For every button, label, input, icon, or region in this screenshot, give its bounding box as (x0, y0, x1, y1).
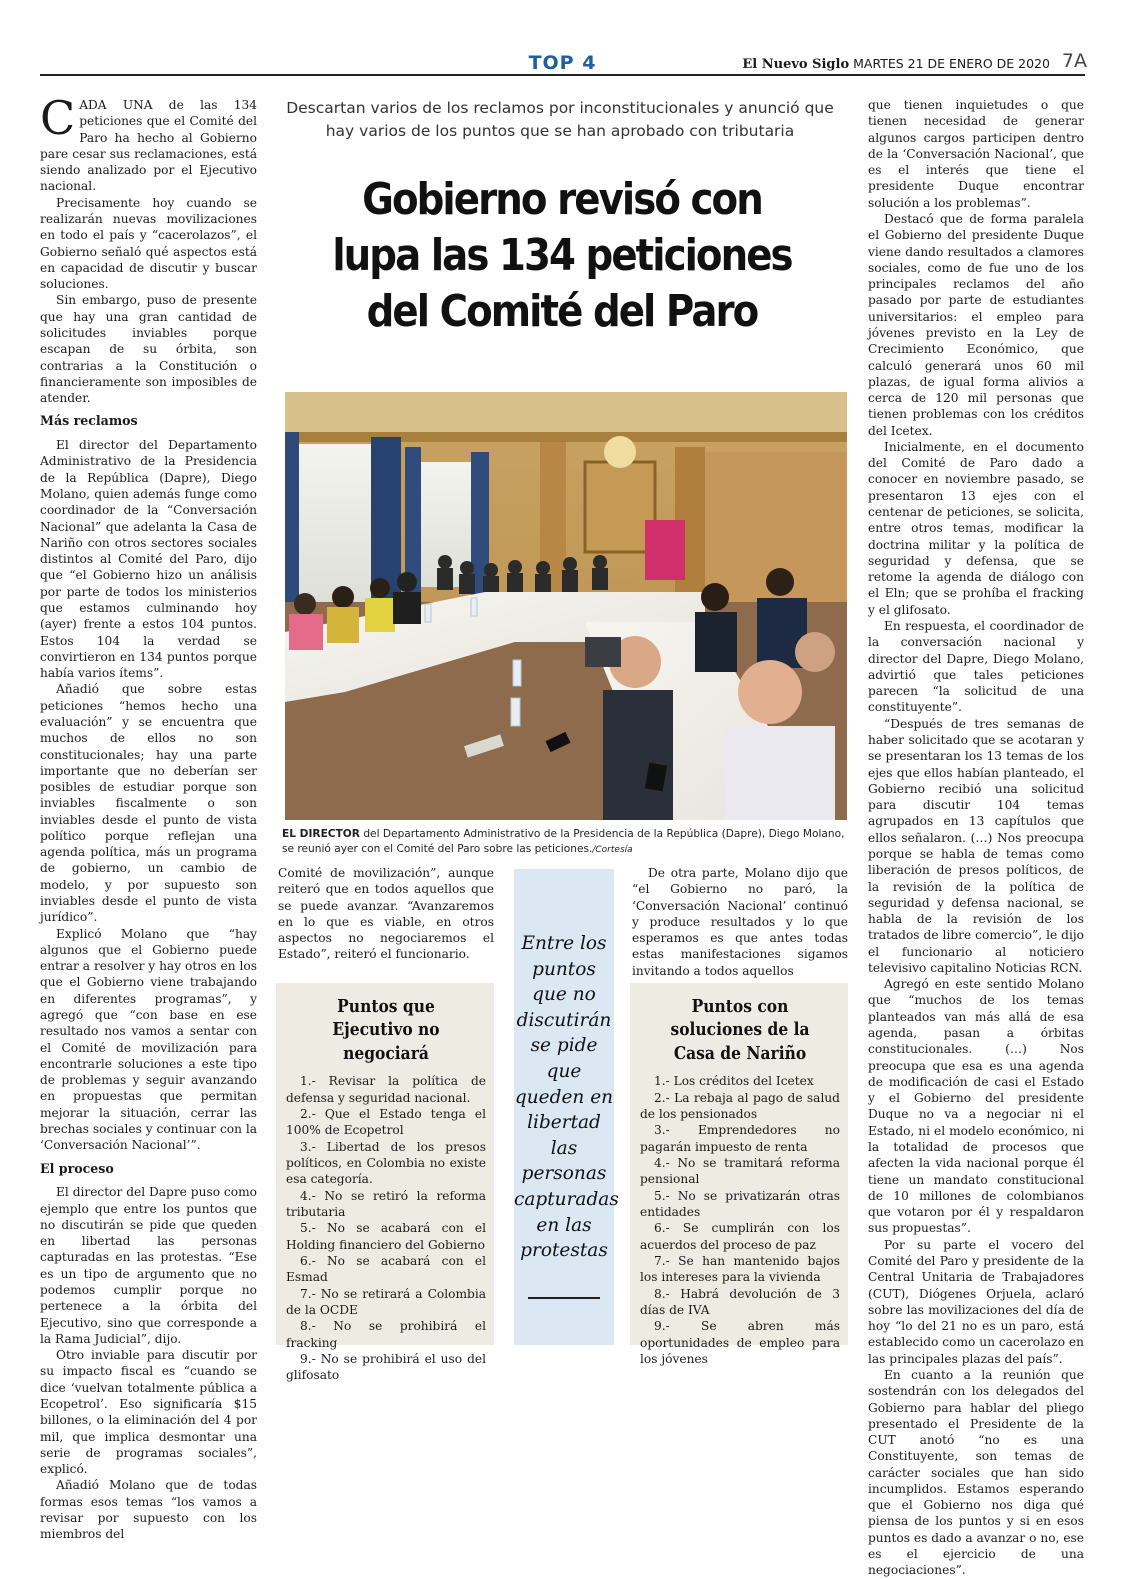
paragraph: Añadió Molano que de todas formas esos temas “los vamos a revisar por supuesto con los miembros del (40, 1478, 257, 1542)
paragraph: El director del Dapre puso como ejemplo que entre los puntos que no discutirán se pide que queden en libertad las personas capturadas en las protestas. “Ese es un tipo de argumento que no podemos cumplir porque no pertenece a la órbita del Ejecutivo, sino que corresponde a la Rama Judicial”, dijo. (40, 1185, 257, 1346)
drop-cap: C (40, 91, 76, 145)
list-item: 7.- Se han mantenido bajos los intereses para la vivienda (640, 1253, 840, 1285)
headline: Gobierno revisó con lupa las 134 peticiones del Comité del Paro (332, 174, 792, 337)
list-item: 7.- No se retirará a Colombia de la OCDE (286, 1286, 486, 1317)
paragraph: En cuanto a la reunión que sostendrán con los delegados del Gobierno para hablar del pliego presentado el Presidente de la CUT anotó “no es una Constituyente, son temas de carácter sociales que han sido incumplidos. Estamos esperando que el Gobierno nos diga qué piensa de los puntos y si en esos puntos es dado a avanzar o no, ese es el ejercicio de una negociaciones”. (868, 1367, 1084, 1578)
newspaper-name: El Nuevo Siglo (742, 57, 850, 72)
paragraph: El director del Departamento Administrativo de la Presidencia de la República (Dapre), Diego Molano, quien además funge como coordinador de la “Conversación Nacional” que adelanta la Casa de Nariño con otros sectores sociales distintos al Comité del Paro, dijo que “el Gobierno hizo un análisis por parte de todos los ministerios que estamos culminando hoy (ayer) frente a estos 104 puntos. Estos 104 la verdad se convirtieron en 134 puntos porque había varios ítems”. (40, 438, 257, 681)
list-item: 5.- No se acabará con el Holding financiero del Gobierno (286, 1221, 486, 1252)
paragraph: Añadió que sobre estas peticiones “hemos hecho una evaluación” y se encuentra que muchos de ellos no son constitucionales; hay una parte importante que no deberían ser posibles de estudiar porque son inviables fiscalmente o son inviables desde el punto de vista político porque reflejan una agenda política, más un programa de gobierno, un cambio de modelo, y por supuesto son inviables desde el punto de vista jurídico”. (40, 682, 257, 925)
article-column-3 (632, 865, 848, 979)
issue-date: MARTES 21 DE ENERO DE 2020 (853, 56, 1050, 71)
article-column-2 (278, 865, 494, 963)
subheading: Más reclamos (40, 413, 138, 429)
paragraph: que tienen inquietudes o que tienen necesidad de generar algunos cargos participen dentro de la ‘Conversación Nacional’, que es el interés que tiene el presidente Duque encontrar solución a los problemas”. (868, 98, 1084, 210)
list-item: 5.- No se privatizarán otras entidades (640, 1188, 840, 1219)
list-item: 2.- La rebaja al pago de salud de los pensionados (640, 1090, 840, 1121)
list-item: 4.- No se tramitará reforma pensional (640, 1155, 840, 1187)
list-item: 6.- No se acabará con el Esmad (286, 1253, 486, 1285)
pull-quote: Entre los puntos que no discutirán se pide que queden en libertad las personas capturadas en las protestas (514, 933, 619, 1262)
page-number: 7A (1061, 50, 1087, 72)
article-deck: Descartan varios de los reclamos por inconstitucionales y anunció que hay varios de los puntos que se han aprobado con tributaria (286, 99, 834, 141)
list-item: 4.- No se retiró la reforma tributaria (286, 1188, 486, 1219)
list-item: 8.- Habrá devolución de 3 días de IVA (640, 1286, 840, 1317)
pull-quote-box (514, 869, 619, 1345)
box-list (286, 1073, 486, 1384)
list-item: 1.- Los créditos del Icetex (654, 1074, 814, 1089)
box-non-negotiable-points (276, 983, 494, 1383)
box-list (640, 1073, 840, 1367)
header-rule (40, 74, 1085, 76)
article-column-1 (40, 91, 258, 1543)
list-item: 1.- Revisar la política de defensa y seguridad nacional. (286, 1074, 486, 1105)
paragraph: Agregó en este sentido Molano que “muchos de los temas planteados van más allá de esa agenda, pasan a órbitas constitucionales. (…) Nos preocupa que esa es una agenda de modificación de casi el Estado y el Gobierno del presidente Duque no va a negociar ni el Estado, ni el modelo económico, ni la totalidad de procesos que afecten la vida nacional porque él tiene un mandato constitucional de 10 millones de colombianos que votaron por él y respaldaron sus propuestas”. (868, 977, 1084, 1236)
paragraph: Sin embargo, puso de presente que hay una gran cantidad de solicitudes inviables porque escapan de su órbita, son contrarias a la Constitución o financieramente son imposibles de atender. (40, 293, 257, 406)
caption-lead: EL DIRECTOR (282, 828, 360, 840)
photo-credit: /Cortesía (592, 845, 633, 856)
box-title: Puntos que Ejecutivo no negociará (332, 996, 440, 1064)
subheading: El proceso (40, 1160, 114, 1176)
meeting-photo (285, 392, 847, 820)
paragraph: Destacó que de forma paralela el Gobierno del presidente Duque viene dando resultados a clamores sociales, como de fue uno de los principales reclamos del año pasado por parte de estudiantes universitarios: el empleo para jóvenes previsto en la Ley de Crecimiento Económico, que calculó generará unos 60 mil plazas, de igual forma alivios a cerca de 120 mil personas que tienen problemas con los créditos del Icetex. (868, 211, 1084, 438)
list-item: 3.- Libertad de los presos políticos, en Colombia no existe esa categoría. (286, 1139, 486, 1187)
caption-text: del Departamento Administrativo de la Presidencia de la República (Dapre), Diego Molano, se reunió ayer con el Comité del Paro sobre las peticiones. (282, 828, 845, 856)
list-item: 9.- No se prohibirá el uso del glifosato (286, 1352, 486, 1383)
list-item: 2.- Que el Estado tenga el 100% de Ecopetrol (286, 1106, 486, 1138)
paragraph: En respuesta, el coordinador de la conversación nacional y director del Dapre, Diego Molano, advirtió que tales peticiones parecen “la solicitud de una constituyente”. (868, 619, 1084, 715)
paragraph: Comité de movilización”, aunque reiteró que en todos aquellos que se puede avanzar. “Avanzaremos en lo que es viable, en otros aspectos no negociaremos el Estado”, reiteró el funcionario. (278, 866, 494, 962)
paragraph: Precisamente hoy cuando se realizarán nuevas movilizaciones en todo el país y “cacerolazos”, el Gobierno señaló qué aspectos está en capacidad de discutir y buscar soluciones. (40, 195, 257, 292)
list-item: 8.- No se prohibirá el fracking (286, 1319, 486, 1350)
section-label: TOP 4 (528, 52, 597, 74)
pull-quote-rule (528, 1297, 600, 1299)
paragraph: “Después de tres semanas de haber solicitado que se acotaran y se presentaran los 13 temas de los ejes que ellos habían planteado, el Gobierno recibió una solicitud para discutir 104 temas agrupados en 13 capítulos que ellos señalaron. (…) Nos preocupa porque se habla de temas como liberación de presos políticos, de la revisión de la política de seguridad y defensa nacional, se habla de la revisión de los tratados de libre comercio”, le dijo el funcionario al noticiero televisivo capitalino Noticias RCN. (868, 716, 1084, 975)
paragraph: Por su parte el vocero del Comité del Paro y presidente de la Central Unitaria de Trabajadores (CUT), Diógenes Orjuela, aclaró sobre las movilizaciones del día de hoy “lo del 21 no es un paro, está establecido como un cacerolazo en las principales plazas del país”. (868, 1237, 1084, 1366)
masthead (742, 56, 1050, 72)
paragraph: Otro inviable para discutir por su impacto fiscal es “cuando se dice ‘vuelvan totalmente pública a Ecopetrol’. Eso significaría $15 billones, o la eliminación del 4 por mil, que implica desmontar una serie de programas sociales”, explicó. (40, 1348, 257, 1477)
paragraph: Explicó Molano que “hay algunos que el Gobierno puede entrar a resolver y hay otros en los que el Gobierno viene trabajando en diferentes programas”, y agregó que “con base en ese resultado nos vamos a sentar con el Comité de movilización para encontrarle soluciones a este tipo de problemas y seguir avanzando en propuestas que permitan mejorar la situación, cerrar las brechas sociales y continuar con la ‘Conversación Nacional’”. (40, 926, 258, 1153)
box-title: Puntos con soluciones de la Casa de Nariño (670, 996, 810, 1064)
lead-paragraph: CADA UNA de las 134 peticiones que el Comité del Paro ha hecho al Gobierno pare cesar sus reclamaciones, está siendo analizado por el Ejecutivo nacional. (40, 91, 257, 194)
paragraph: Inicialmente, en el documento del Comité de Paro dado a conocer en noviembre pasado, se presentaron 13 ejes con el centenar de peticiones, se solicita, entre otros temas, modificar la doctrina militar y la política de seguridad y defensa, que se retome la agenda de diálogo con el Eln; que se prohíba el fracking y el glifosato. (868, 439, 1084, 617)
paragraph: De otra parte, Molano dijo que “el Gobierno no paró, la ‘Conversación Nacional’ continuó y produce resultados y lo que esperamos es que antes todas estas manifestaciones sigamos invitando a todos aquellos (632, 866, 848, 978)
list-item: 3.- Emprendedores no pagarán impuesto de renta (640, 1123, 840, 1154)
box-solution-points (630, 983, 848, 1367)
list-item: 6.- Se cumplirán con los acuerdos del proceso de paz (640, 1221, 840, 1252)
article-column-4 (868, 97, 1084, 1579)
photo-caption (282, 827, 848, 858)
list-item: 9.- Se abren más oportunidades de empleo para los jóvenes (640, 1319, 840, 1367)
